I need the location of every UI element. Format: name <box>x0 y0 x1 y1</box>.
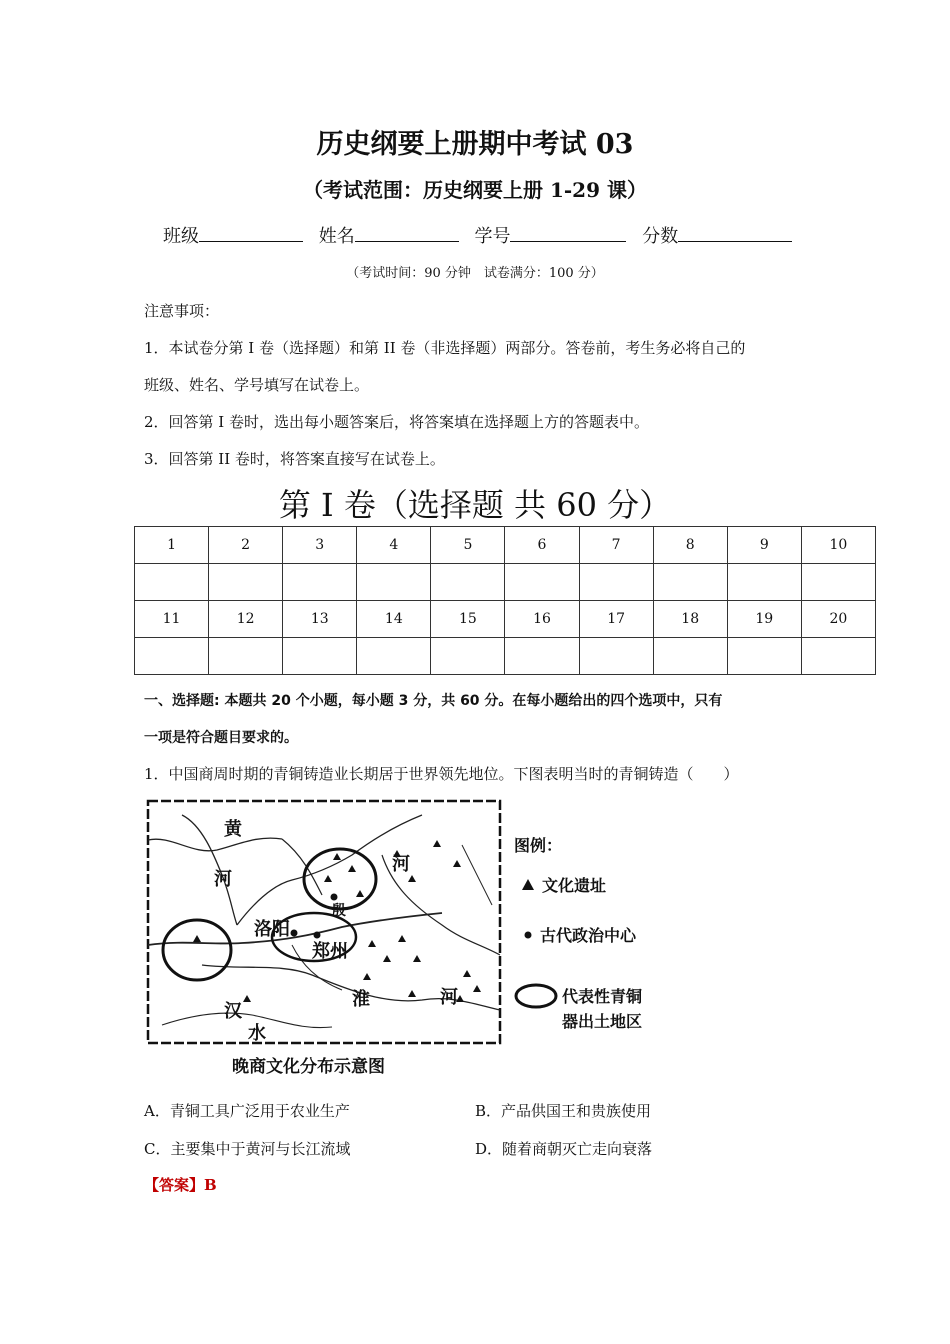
table-cell: 3 <box>283 527 357 564</box>
answer-cell[interactable] <box>653 638 727 675</box>
map-label-yin: 殷 <box>332 903 346 919</box>
table-cell: 14 <box>357 601 431 638</box>
site-triangle <box>368 940 376 947</box>
table-cell: 20 <box>801 601 875 638</box>
answer-cell[interactable] <box>431 564 505 601</box>
site-triangle <box>453 860 461 867</box>
field-name-blank[interactable] <box>355 223 459 242</box>
table-cell: 12 <box>209 601 283 638</box>
map-label-he2: 河 <box>392 854 410 875</box>
table-row-numbers-2 <box>135 601 876 638</box>
table-cell: 15 <box>431 601 505 638</box>
river-line <box>462 845 492 905</box>
answer-cell[interactable] <box>135 638 209 675</box>
answer-cell[interactable] <box>357 564 431 601</box>
site-triangle <box>408 875 416 882</box>
capital-dot <box>331 894 338 901</box>
legend-site: 文化遗址 <box>542 876 607 895</box>
field-score-blank[interactable] <box>678 223 792 242</box>
page-title: 历史纲要上册期中考试 03 <box>316 129 634 160</box>
field-class-blank[interactable] <box>199 223 303 242</box>
table-row-numbers-1 <box>135 527 876 564</box>
capital-dot <box>314 932 321 939</box>
river-line <box>148 838 282 851</box>
capital-dot <box>291 930 298 937</box>
answer-cell[interactable] <box>727 564 801 601</box>
exam-scope: （考试范围：历史纲要上册 1-29 课） <box>303 178 647 202</box>
answer-cell[interactable] <box>135 564 209 601</box>
legend-title: 图例： <box>514 836 563 855</box>
legend-triangle-icon <box>522 879 534 890</box>
map-label-huai: 淮 <box>352 989 370 1010</box>
student-info-fields <box>163 222 802 248</box>
site-triangle <box>433 840 441 847</box>
field-name-label: 姓名 <box>318 226 355 247</box>
instructions-line-2: 一项是符合题目要求的。 <box>144 730 298 746</box>
field-id-label: 学号 <box>474 226 511 247</box>
map-label-luoyang: 洛阳 <box>254 919 290 940</box>
answer-cell[interactable] <box>727 638 801 675</box>
site-triangle <box>398 935 406 942</box>
note-1a: 1．本试卷分第 I 卷（选择题）和第 II 卷（非选择题）两部分。答卷前，考生务必将自己的 <box>144 339 746 357</box>
table-cell: 4 <box>357 527 431 564</box>
site-triangle <box>463 970 471 977</box>
table-cell: 18 <box>653 601 727 638</box>
legend-capital: 古代政治中心 <box>540 926 637 945</box>
answer-cell[interactable] <box>209 564 283 601</box>
legend-dot-icon <box>525 932 532 939</box>
site-triangle <box>473 985 481 992</box>
table-cell: 7 <box>579 527 653 564</box>
option-d[interactable]: D．随着商朝灭亡走向衰落 <box>475 1140 653 1158</box>
answer-cell[interactable] <box>505 564 579 601</box>
map-legend <box>514 836 642 1031</box>
late-shang-culture-map <box>142 795 677 1080</box>
table-cell: 2 <box>209 527 283 564</box>
table-cell: 19 <box>727 601 801 638</box>
site-triangle <box>363 973 371 980</box>
answer-cell[interactable] <box>579 564 653 601</box>
table-row-answers-2[interactable] <box>135 638 876 675</box>
option-a[interactable]: A．青铜工具广泛用于农业生产 <box>144 1102 350 1120</box>
site-triangle <box>243 995 251 1002</box>
note-3: 3．回答第 II 卷时，将答案直接写在试卷上。 <box>144 450 445 468</box>
answer-cell[interactable] <box>209 638 283 675</box>
field-class-label: 班级 <box>163 226 199 247</box>
site-triangle <box>193 935 201 942</box>
legend-bronze-1: 代表性青铜 <box>562 987 643 1006</box>
table-cell: 10 <box>801 527 875 564</box>
question-1-stem: 1．中国商周时期的青铜铸造业长期居于世界领先地位。下图表明当时的青铜铸造（ ） <box>144 765 739 783</box>
table-cell: 5 <box>431 527 505 564</box>
section-title: 第 I 卷（选择题 共 60 分） <box>278 486 672 524</box>
answer-cell[interactable] <box>283 638 357 675</box>
answer-value: B <box>204 1176 217 1194</box>
field-score-label: 分数 <box>642 226 679 247</box>
answer-cell[interactable] <box>653 564 727 601</box>
legend-bronze-2: 器出土地区 <box>562 1012 643 1031</box>
note-1b: 班级、姓名、学号填写在试卷上。 <box>144 376 370 394</box>
site-triangle <box>408 990 416 997</box>
answer-cell[interactable] <box>579 638 653 675</box>
table-cell: 8 <box>653 527 727 564</box>
answer-cell[interactable] <box>801 638 875 675</box>
site-triangle <box>333 853 341 860</box>
table-cell: 17 <box>579 601 653 638</box>
site-triangle <box>413 955 421 962</box>
answer-cell[interactable] <box>505 638 579 675</box>
bronze-region-ellipse <box>304 849 376 909</box>
exam-time-info: （考试时间：90 分钟 试卷满分：100 分） <box>346 266 604 281</box>
bronze-region-ellipse <box>163 920 231 980</box>
river-line <box>282 839 322 895</box>
table-row-answers-1[interactable] <box>135 564 876 601</box>
site-triangle <box>324 875 332 882</box>
table-cell: 6 <box>505 527 579 564</box>
site-triangle <box>383 955 391 962</box>
answer-label: 【答案】 <box>144 1176 205 1194</box>
answer-cell[interactable] <box>431 638 505 675</box>
answer-line <box>144 1174 217 1195</box>
yellow-river-line <box>148 913 442 945</box>
map-label-he1: 河 <box>214 869 232 890</box>
map-label-shui: 水 <box>248 1023 266 1044</box>
table-cell: 1 <box>135 527 209 564</box>
table-cell: 13 <box>283 601 357 638</box>
instructions-line-1: 一、选择题: 本题共 20 个小题，每小题 3 分，共 60 分。在每小题给出的四个选项中，只有 <box>144 693 723 709</box>
map-label-zhengzhou: 郑州 <box>312 941 348 962</box>
han-river-line <box>162 1013 332 1028</box>
site-triangle <box>348 865 356 872</box>
answer-cell[interactable] <box>357 638 431 675</box>
answer-cell[interactable] <box>801 564 875 601</box>
map-caption: 晚商文化分布示意图 <box>232 1057 385 1077</box>
table-cell: 9 <box>727 527 801 564</box>
table-cell: 11 <box>135 601 209 638</box>
option-c[interactable]: C．主要集中于黄河与长江流域 <box>144 1140 351 1158</box>
map-label-han: 汉 <box>224 1001 242 1022</box>
note-2: 2．回答第 I 卷时，选出每小题答案后，将答案填在选择题上方的答题表中。 <box>144 413 650 431</box>
option-b[interactable]: B．产品供国王和贵族使用 <box>475 1102 652 1120</box>
answer-cell[interactable] <box>283 564 357 601</box>
map-label-he3: 河 <box>440 987 458 1008</box>
legend-ellipse-icon <box>516 985 556 1007</box>
site-triangle <box>356 890 364 897</box>
table-cell: 16 <box>505 601 579 638</box>
field-id-blank[interactable] <box>510 223 626 242</box>
map-label-huang: 黄 <box>224 819 242 840</box>
answer-table <box>134 526 876 675</box>
notes-heading: 注意事项： <box>144 302 220 320</box>
